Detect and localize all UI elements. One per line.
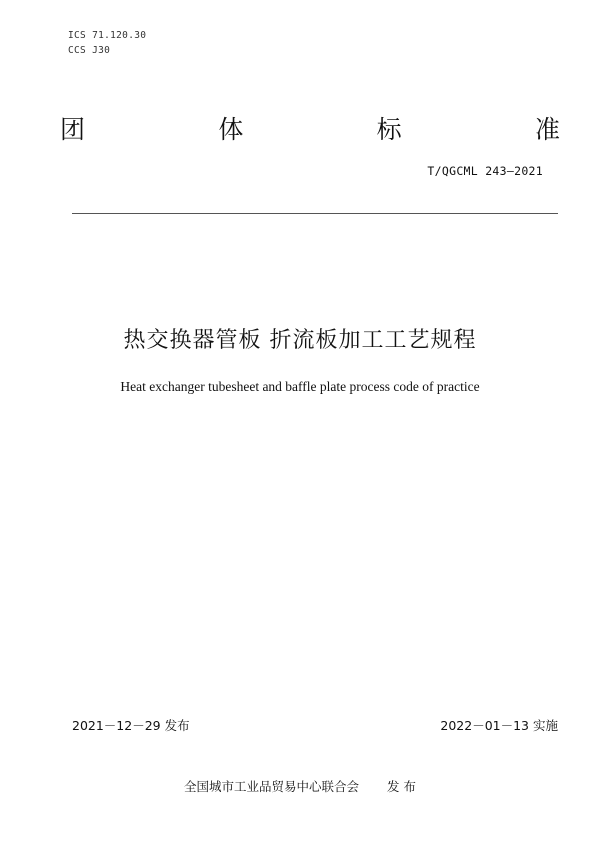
standard-type-heading [60, 112, 560, 148]
standard-type-char: 体 [218, 115, 244, 144]
ccs-code: CCS J30 [68, 45, 111, 56]
standard-type-char: 标 [376, 115, 402, 144]
ics-code: ICS 71.120.30 [68, 30, 147, 41]
standard-type-char: 团 [60, 115, 86, 144]
issuer-action: 发 布 [387, 779, 416, 794]
standard-type-char: 准 [534, 115, 560, 144]
issue-date: 2021－12－29 发布 [72, 718, 190, 733]
issuer-name: 全国城市工业品贸易中心联合会 [184, 779, 360, 794]
header-divider [72, 213, 558, 214]
classification-codes [68, 28, 146, 58]
standard-number: T/QGCML 243—2021 [427, 164, 543, 178]
document-title-english: Heat exchanger tubesheet and baffle plate process code of practice [120, 379, 480, 394]
implementation-date: 2022－01－13 实施 [440, 718, 558, 733]
document-title-chinese: 热交换器管板 折流板加工工艺规程 [123, 328, 477, 353]
issuer-line [0, 777, 600, 795]
